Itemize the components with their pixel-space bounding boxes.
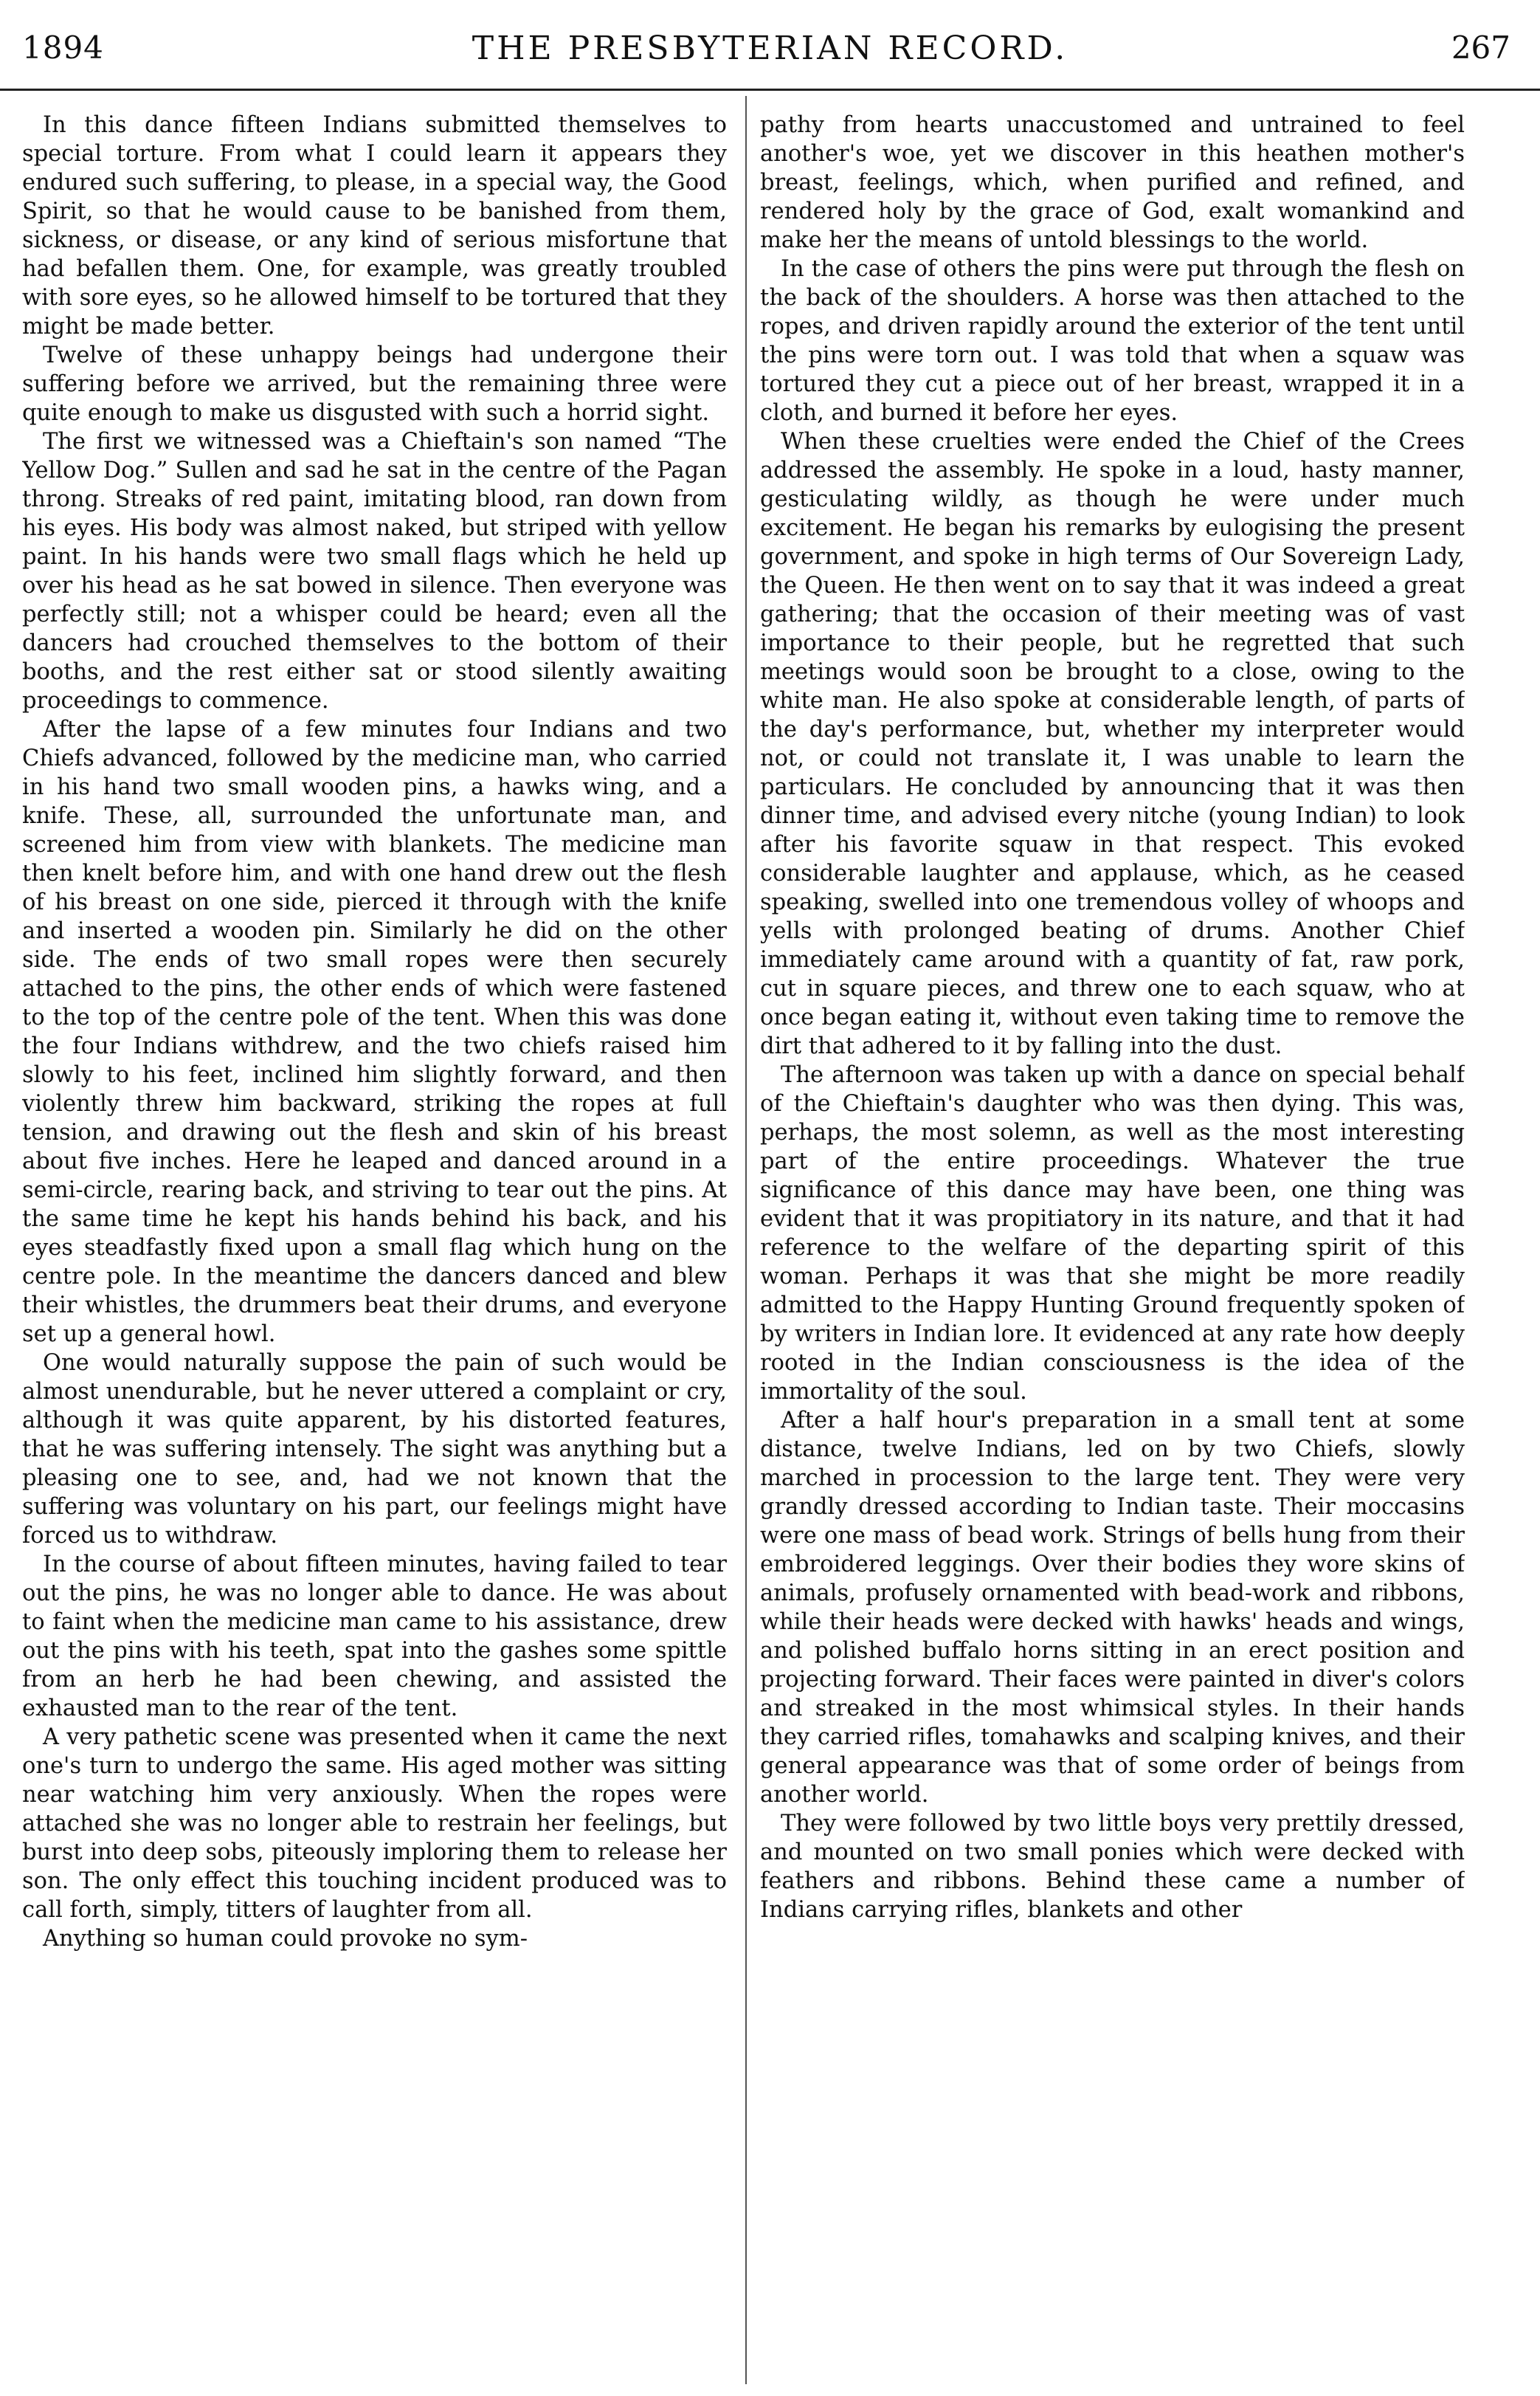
paragraph: In the case of others the pins were put through the flesh on the back of the shoulders. A horse was then attached to the ropes, and driven rapidly around the exterior of the tent until the pins were torn out. I was told that when a squaw was tortured they cut a piece out of her breast, wrapped it in a cloth, and burned it before her eyes. — [760, 256, 1465, 426]
paragraph: In this dance fifteen Indians submitted themselves to special torture. From what I could learn it appears they endured such suffering, to please, in a special way, the Good Spirit, so that he would cause to be banished from them, sickness, or disease, or any kind of serious misfortune that had befallen them. One, for example, was greatly troubled with sore eyes, so he allowed himself to be tortured that they might be made better. — [22, 112, 727, 340]
paragraph: One would naturally suppose the pain of such would be almost unendurable, but he never uttered a complaint or cry, although it was quite apparent, by his distorted features, that he was suffering intensely. The sight was anything but a pleasing one to see, and, had we not known that the suffering was voluntary on his part, our feelings might have forced us to withdraw. — [22, 1350, 727, 1549]
paragraph: In the course of about fifteen minutes, having failed to tear out the pins, he was no longer able to dance. He was about to faint when the medicine man came to his assistance, drew out the pins with his teeth, spat into the gashes some spittle from an herb he had been chewing, and assisted the exhausted man to the rear of the tent. — [22, 1552, 727, 1721]
page-number: 267 — [1451, 30, 1510, 66]
paragraph-continued: pathy from hearts unaccustomed and untrained to feel another's woe, yet we discover in this heathen mother's breast, feelings, which, when purified and refined, and rendered holy by the grace of God, exalt womankind and make her the means of untold blessings to the world. — [760, 112, 1465, 253]
paragraph: After the lapse of a few minutes four Indians and two Chiefs advanced, followed by the medicine man, who carried in his hand two small wooden pins, a hawks wing, and a knife. These, all, surrounded the unfortunate man, and screened him from view with blankets. The medicine man then knelt before him, and with one hand drew out the flesh of his breast on one side, pierced it through with the knife and inserted a wooden pin. Similarly he did on the other side. The ends of two small ropes were then securely attached to the pins, the other ends of which were fastened to the top of the centre pole of the tent. When this was done the four Indians withdrew, and the two chiefs raised him slowly to his feet, inclined him slightly forward, and then violently threw him backward, striking the ropes at full tension, and drawing out the flesh and skin of his breast about five inches. Here he leaped and danced around in a semi-circle, rearing back, and striving to tear out the pins. At the same time he kept his hands behind his back, and his eyes steadfastly fixed upon a small flag which hung on the centre pole. In the meantime the dancers danced and blew their whistles, the drummers beat their drums, and everyone set up a general howl. — [22, 717, 727, 1347]
paragraph: The afternoon was taken up with a dance on special behalf of the Chieftain's daughter who was then dying. This was, perhaps, the most solemn, as well as the most interesting part of the entire proceedings. Whatever the true significance of this dance may have been, one thing was evident that it was propitiatory in its nature, and that it had reference to the welfare of the departing spirit of this woman. Perhaps it was that she might be more readily admitted to the Happy Hunting Ground frequently spoken of by writers in Indian lore. It evidenced at any rate how deeply rooted in the Indian consciousness is the idea of the immortality of the soul. — [760, 1062, 1465, 1405]
column-divider — [745, 96, 747, 2384]
paragraph: When these cruelties were ended the Chief of the Crees addressed the assembly. He spoke in a loud, hasty manner, gesticulating wildly, as though he were under much excitement. He began his remarks by eulogising the present government, and spoke in high terms of Our Sovereign Lady, the Queen. He then went on to say that it was indeed a great gathering; that the occasion of their meeting was of vast importance to their people, but he regretted that such meetings would soon be brought to a close, owing to the white man. He also spoke at considerable length, of parts of the day's performance, but, whether my interpreter would not, or could not translate it, I was unable to learn the particulars. He concluded by announcing that it was then dinner time, and advised every nitche (young Indian) to look after his favorite squaw in that respect. This evoked considerable laughter and applause, which, as he ceased speaking, swelled into one tremendous volley of whoops and yells with prolonged beating of drums. Another Chief immediately came around with a quantity of fat, raw pork, cut in square pieces, and threw one to each squaw, who at once began eating it, without even taking time to remove the dirt that adhered to it by falling into the dust. — [760, 429, 1465, 1059]
left-column — [22, 111, 727, 2388]
paragraph: They were followed by two little boys very prettily dressed, and mounted on two small ponies which were decked with feathers and ribbons. Behind these came a number of Indians carrying rifles, blankets and other — [760, 1811, 1465, 1923]
paragraph: The first we witnessed was a Chieftain's son named “The Yellow Dog.” Sullen and sad he sat in the centre of the Pagan throng. Streaks of red paint, imitating blood, ran down from his eyes. His body was almost naked, but striped with yellow paint. In his hands were two small flags which he held up over his head as he sat bowed in silence. Then everyone was perfectly still; not a whisper could be heard; even all the dancers had crouched themselves to the bottom of their booths, and the rest either sat or stood silently awaiting proceedings to commence. — [22, 429, 727, 714]
paragraph: After a half hour's preparation in a small tent at some distance, twelve Indians, led on by two Chiefs, slowly marched in procession to the large tent. They were very grandly dressed according to Indian taste. Their moccasins were one mass of bead work. Strings of bells hung from their embroidered leggings. Over their bodies they wore skins of animals, profusely ornamented with bead-work and ribbons, while their heads were decked with hawks' heads and wings, and polished buffalo horns sitting in an erect position and projecting forward. Their faces were painted in diver's colors and streaked in the most whimsical styles. In their hands they carried rifles, tomahawks and scalping knives, and their general appearance was that of some order of beings from another world. — [760, 1408, 1465, 1808]
publication-title: THE PRESBYTERIAN RECORD. — [472, 30, 1068, 67]
paragraph: Anything so human could provoke no sym- — [43, 1926, 528, 1952]
paragraph: Twelve of these unhappy beings had undergone their suffering before we arrived, but the remaining three were quite enough to make us disgusted with such a horrid sight. — [22, 342, 727, 426]
header-year: 1894 — [22, 30, 104, 66]
right-column — [760, 111, 1465, 2388]
paragraph: A very pathetic scene was presented when it came the next one's turn to undergo the same. His aged mother was sitting near watching him very anxiously. When the ropes were attached she was no longer able to restrain her feelings, but burst into deep sobs, piteously imploring them to release her son. The only effect this touching incident produced was to call forth, simply, titters of laughter from all. — [22, 1724, 727, 1923]
page-header — [0, 0, 1540, 91]
